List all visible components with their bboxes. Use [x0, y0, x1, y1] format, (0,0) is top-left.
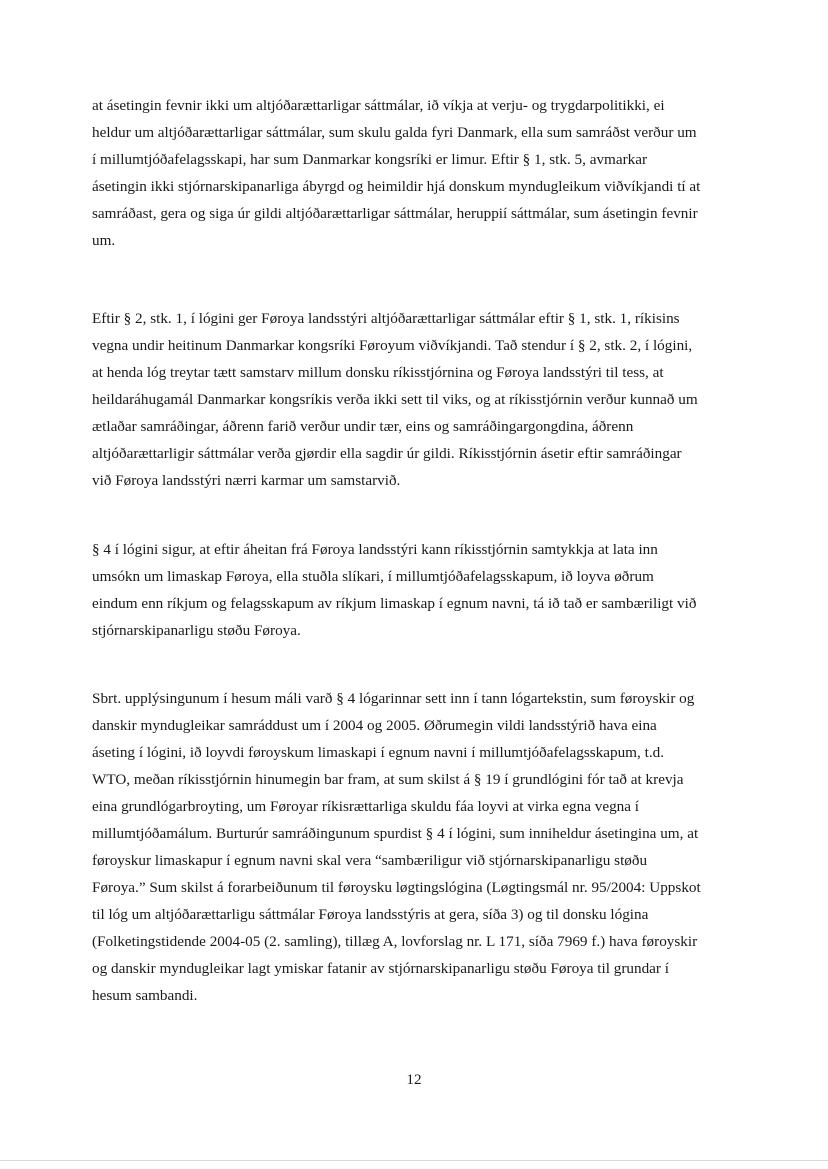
text-line: (Folketingstidende 2004-05 (2. samling), tillæg A, lovforslag nr. L 171, síða 7969 f.) hava føroyskir	[92, 933, 698, 950]
text-line: heldur um altjóðarættarligar sáttmálar, sum skulu galda fyri Danmark, ella sum samráðst verður um	[92, 124, 697, 141]
paragraph-3	[92, 536, 752, 644]
text-line: Sbrt. upplýsingunum í hesum máli varð § 4 lógarinnar sett inn í tann lógartekstin, sum føroyskir og	[92, 690, 695, 707]
text-line: at henda lóg treytar tætt samstarv millum donsku ríkisstjórnina og Føroya landsstýri til tess, at	[92, 364, 664, 381]
text-line: áseting í lógini, ið loyvdi føroyskum limaskapi í egnum navni í millumtjóðafelagsskapum, t.d.	[92, 744, 665, 761]
text-line: ætlaðar samráðingar, áðrenn farið verður undir tær, eins og samráðingargongdina, áðrenn	[92, 418, 634, 435]
text-line: føroyskur limaskapur í egnum navni skal vera “sambæriligur við stjórnarskipanarligu støðu	[92, 852, 648, 869]
text-line: vegna undir heitinum Danmarkar kongsríki Føroyum viðvíkjandi. Tað stendur í § 2, stk. 2, í lógini,	[92, 337, 693, 354]
page-number: 12	[406, 1071, 422, 1088]
scan-edge-divider	[0, 1160, 828, 1161]
text-line: millumtjóðamálum. Burturúr samráðingunum spurdist § 4 í lógini, sum inniheldur ásetingina um, at	[92, 825, 699, 842]
text-line: hesum sambandi.	[92, 987, 198, 1004]
text-line: Føroya.” Sum skilst á forarbeiðunum til føroysku løgtingslógina (Løgtingsmál nr. 95/2004: Uppskot	[92, 879, 701, 896]
text-line: Eftir § 2, stk. 1, í lógini ger Føroya landsstýri altjóðarættarligar sáttmálar eftir § 1, stk. 1, ríkisins	[92, 310, 680, 327]
text-line: við Føroya landsstýri nærri karmar um samstarvið.	[92, 472, 401, 489]
text-line: stjórnarskipanarligu støðu Føroya.	[92, 622, 301, 639]
text-line: til lóg um altjóðarættarligu sáttmálar Føroya landsstýris at gera, síða 3) og til donsku lógina	[92, 906, 649, 923]
text-line: eindum enn ríkjum og felagsskapum av ríkjum limaskap í egnum navni, tá ið tað er sambæriligt við	[92, 595, 697, 612]
text-line: og danskir myndugleikar lagt ymiskar fatanir av stjórnarskipanarligu støðu Føroya til grundar í	[92, 960, 669, 977]
text-line: heildaráhugamál Danmarkar kongsríkis verða ikki sett til viks, og at ríkisstjórnin verður kunnað um	[92, 391, 698, 408]
text-line: umsókn um limaskap Føroya, ella stuðla slíkari, í millumtjóðafelagsskapum, ið loyva øðrum	[92, 568, 654, 585]
text-line: danskir myndugleikar samráddust um í 2004 og 2005. Øðrumegin vildi landsstýrið hava eina	[92, 717, 657, 734]
text-line: í millumtjóðafelagsskapi, har sum Danmarkar kongsríki er limur. Eftir § 1, stk. 5, avmarkar	[92, 151, 648, 168]
paragraph-2	[92, 305, 752, 494]
paragraph-1	[92, 92, 752, 254]
text-line: um.	[92, 232, 116, 249]
text-line: samráðast, gera og siga úr gildi altjóðarættarligar sáttmálar, heruppií sáttmálar, sum ásetingin fevnir	[92, 205, 698, 222]
text-line: WTO, meðan ríkisstjórnin hinumegin bar fram, at sum skilst á § 19 í grundlógini fór tað at krevja	[92, 771, 684, 788]
text-line: ásetingin ikki stjórnarskipanarliga ábyrgd og heimildir hjá donskum myndugleikum viðvíkjandi tí at	[92, 178, 701, 195]
text-line: altjóðarættarligir sáttmálar verða gjørdir ella sagdir úr gildi. Ríkisstjórnin ásetir eftir samráðingar	[92, 445, 682, 462]
text-line: eina grundlógarbroyting, um Føroyar ríkisrættarliga skuldu fáa loyvi at virka egna vegna í	[92, 798, 640, 815]
text-line: at ásetingin fevnir ikki um altjóðarættarligar sáttmálar, ið víkja at verju- og trygdarpolitikki, ei	[92, 97, 665, 114]
text-line: § 4 í lógini sigur, at eftir áheitan frá Føroya landsstýri kann ríkisstjórnin samtykkja at lata inn	[92, 541, 658, 558]
paragraph-4	[92, 685, 752, 1009]
